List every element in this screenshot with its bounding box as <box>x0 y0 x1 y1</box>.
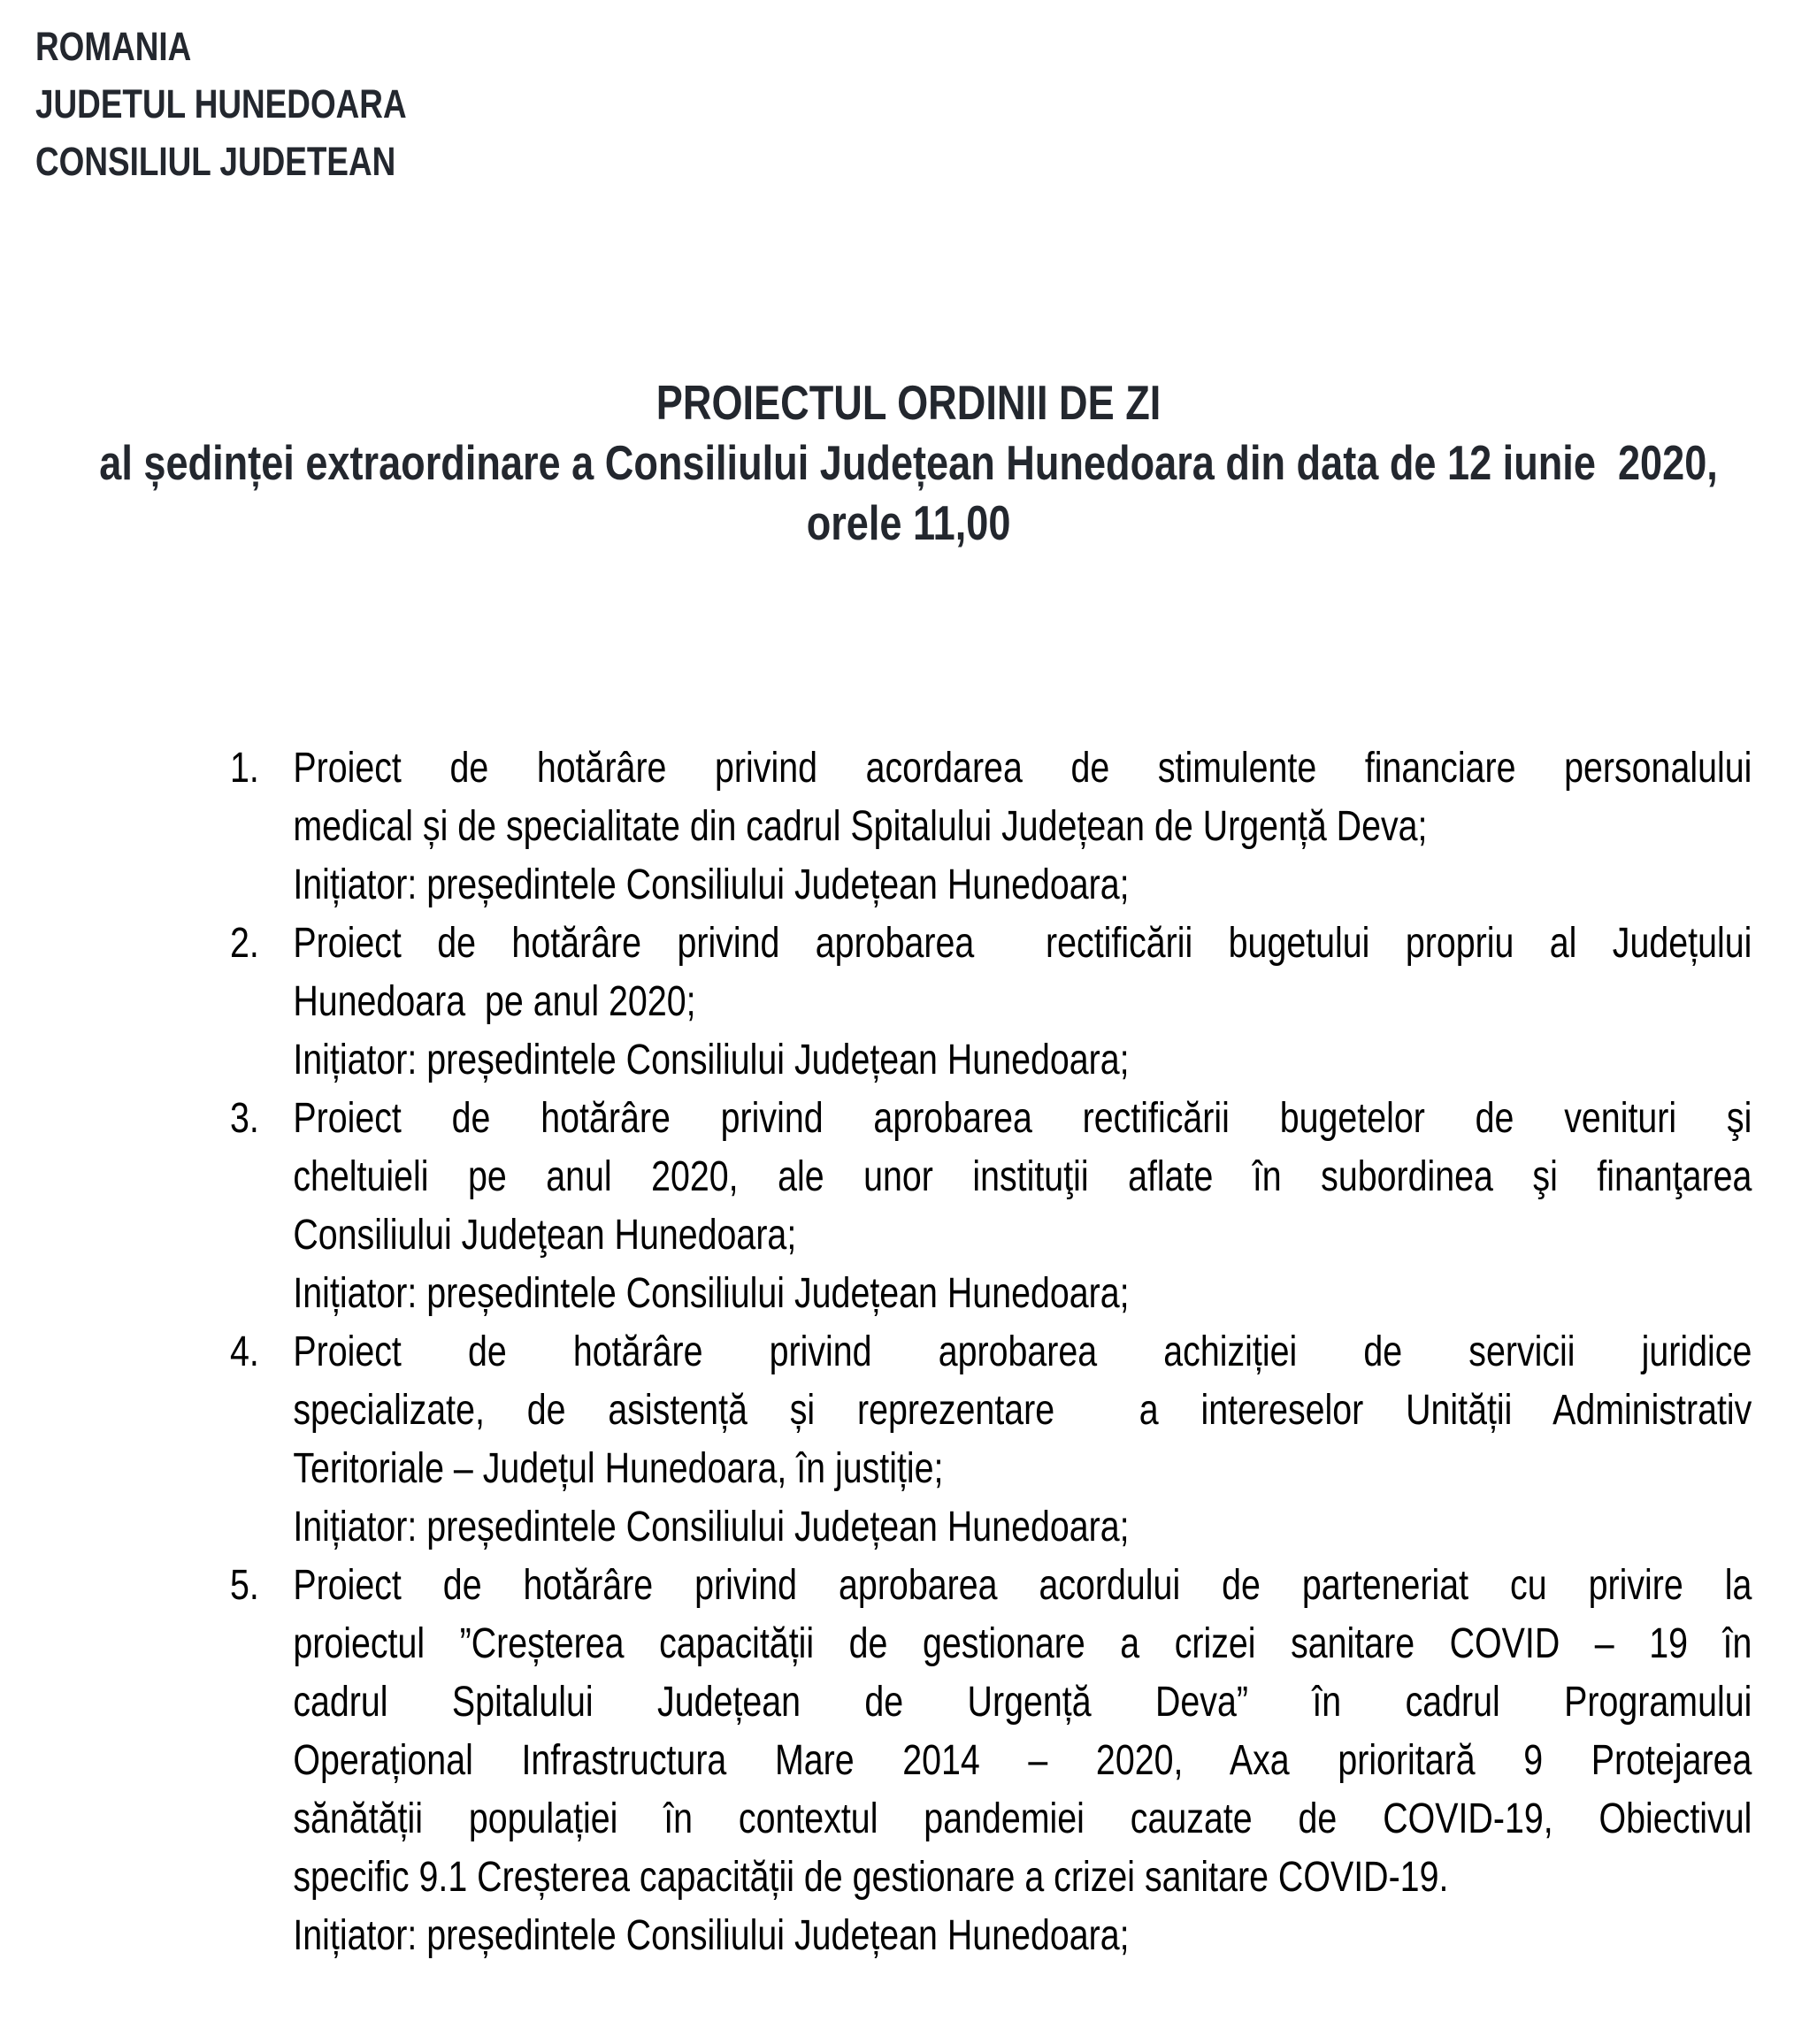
initiator-line: Inițiator: președintele Consiliului Județean Hunedoara; <box>293 1037 1130 1083</box>
agenda-item-text-line: Proiect de hotărâre privind acordarea de stimulente financiare personalului <box>293 745 1752 792</box>
agenda-item-text-line: medical și de specialitate din cadrul Spitalului Județean de Urgență Deva; <box>293 803 1428 850</box>
agenda-item <box>230 1557 1752 1965</box>
letterhead-line: ROMANIA <box>35 24 192 69</box>
agenda-item-text-line: Proiect de hotărâre privind aprobarea rectificării bugetelor de venituri şi <box>293 1095 1752 1142</box>
title-line-3: orele 11,00 <box>806 495 1011 550</box>
agenda-item-text-line: Proiect de hotărâre privind aprobarea achiziției de servicii juridice <box>293 1328 1752 1375</box>
initiator-line: Inițiator: președintele Consiliului Județean Hunedoara; <box>293 861 1130 908</box>
agenda-item-number: 4. <box>230 1328 259 1375</box>
agenda-item-body <box>293 915 1752 1090</box>
agenda-item-text-line: Teritoriale – Județul Hunedoara, în justiție; <box>293 1445 944 1492</box>
agenda-item-text-line: Proiect de hotărâre privind aprobarea rectificării bugetului propriu al Județului <box>293 920 1752 967</box>
agenda-item-number: 2. <box>230 920 259 967</box>
letterhead-line: CONSILIUL JUDETEAN <box>35 139 396 184</box>
document-title <box>0 372 1817 553</box>
agenda-item-body <box>293 1323 1752 1557</box>
agenda-item <box>230 1323 1752 1557</box>
letterhead <box>35 18 833 190</box>
agenda-item-body <box>293 1557 1752 1965</box>
letterhead-line: JUDETUL HUNEDOARA <box>35 81 407 126</box>
initiator-line: Inițiator: președintele Consiliului Județean Hunedoara; <box>293 1504 1130 1550</box>
agenda-item-text-line: specializate, de asistență și reprezentare a intereselor Unității Administrativ <box>293 1387 1752 1434</box>
agenda-item-body <box>293 1090 1752 1323</box>
agenda-item-text-line: proiectul ”Creșterea capacității de gestionare a crizei sanitare COVID – 19 în <box>293 1620 1752 1667</box>
agenda-item-text-line: Hunedoara pe anul 2020; <box>293 978 696 1025</box>
agenda-item-number: 1. <box>230 745 259 792</box>
agenda-item-text-line: sănătății populației în contextul pandemiei cauzate de COVID-19, Obiectivul <box>293 1795 1752 1842</box>
agenda-item <box>230 1090 1752 1323</box>
title-line-1: PROIECTUL ORDINII DE ZI <box>656 375 1162 430</box>
title-line-2: al ședinței extraordinare a Consiliului Județean Hunedoara din data de 12 iunie 2020, <box>99 435 1718 490</box>
agenda-item-text-line: Operațional Infrastructura Mare 2014 – 2020, Axa prioritară 9 Protejarea <box>293 1737 1752 1784</box>
initiator-line: Inițiator: președintele Consiliului Județean Hunedoara; <box>293 1270 1130 1317</box>
agenda-item-text-line: Consiliului Judeţean Hunedoara; <box>293 1212 797 1259</box>
agenda-item-text-line: cadrul Spitalului Județean de Urgență Deva” în cadrul Programului <box>293 1679 1752 1726</box>
agenda-item <box>230 915 1752 1090</box>
agenda-item-number: 5. <box>230 1562 259 1609</box>
agenda-item-text-line: specific 9.1 Creșterea capacității de gestionare a crizei sanitare COVID-19. <box>293 1854 1449 1901</box>
agenda-item-number: 3. <box>230 1095 259 1142</box>
agenda-item <box>230 739 1752 915</box>
agenda-item-text-line: Proiect de hotărâre privind aprobarea acordului de parteneriat cu privire la <box>293 1562 1752 1609</box>
agenda-item-body <box>293 739 1752 915</box>
initiator-line: Inițiator: președintele Consiliului Județean Hunedoara; <box>293 1912 1130 1959</box>
agenda-item-text-line: cheltuieli pe anul 2020, ale unor instituţii aflate în subordinea şi finanţarea <box>293 1153 1752 1200</box>
agenda-list <box>230 739 1752 1965</box>
